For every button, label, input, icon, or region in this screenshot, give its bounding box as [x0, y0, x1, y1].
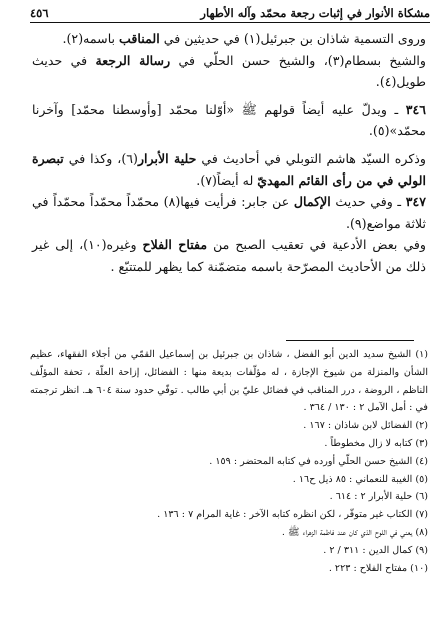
text-run: وفي بعض الأدعية في تعقيب الصبح من: [207, 237, 426, 253]
paragraph-5: [32, 191, 426, 234]
text-run: .: [375, 74, 380, 90]
footnote-ref[interactable]: (٨): [163, 194, 181, 210]
footnote-2: (٢) الفضائل لابن شاذان : ١٦٧ .: [303, 420, 428, 432]
text-run: ـ ويدلّ عليه أيضاً قولهم ﷺ «أوّلنا محمّد [وأوسطنا محمّد] وآخرنا محمّد»: [32, 101, 426, 139]
footnote-ref[interactable]: (١): [243, 31, 261, 46]
footnote-ref[interactable]: (٩): [349, 215, 367, 231]
footnote-ref[interactable]: (٧): [200, 172, 217, 188]
text-run: .: [62, 31, 67, 46]
header-rule: [30, 22, 430, 23]
text-run: ، إلى غير ذلك من الأحاديث المصرّحة باسمه متضمّنة كما يظهر للمتتبّع .: [32, 237, 426, 274]
hadith-number: ٣٤٦: [405, 101, 426, 117]
paragraph-1: [32, 28, 426, 50]
text-run: وغيره: [106, 237, 143, 253]
footnote-7: (٧) الكتاب غير متوفّر ، لكن انظره كتابه الآخر : غاية المرام ٧ : ١٣٦ .: [157, 509, 428, 521]
page-number: ٤٥٦: [30, 6, 49, 20]
text-run: باسمه: [83, 31, 120, 46]
footnotes: [30, 346, 428, 577]
footnote-ref[interactable]: (١٠): [83, 237, 107, 253]
book-title: رسالة الرجعة: [95, 52, 171, 68]
book-title: المناقب: [119, 31, 160, 46]
paragraph-6: [32, 234, 426, 277]
footnote-8: (٨) يعني في اللوح الذي كان عند فاطمة الزهراء ﷺ .: [281, 526, 428, 538]
footnote-6: (٦) حلية الأبرار ٢ : ٦١٤ .: [329, 491, 428, 503]
footnote-separator: [286, 340, 414, 341]
book-title: تبصرة الولي في من رأى القائم المهديّ: [32, 150, 426, 188]
text-run: وروى التسمية شاذان بن جبرئيل: [260, 31, 426, 46]
text-run: .: [368, 123, 373, 139]
book-title: حلية الأبرار: [137, 150, 197, 166]
text-run: .: [196, 172, 201, 188]
hadith-number: ٣٤٧: [405, 194, 426, 210]
footnote-ref[interactable]: (٥): [372, 123, 390, 139]
book-title: الإكمال: [293, 194, 331, 210]
footnote-3: (٣) كتابه لا زال مخطوطاً .: [324, 437, 428, 449]
running-title: مشكاة الأنوار في إثبات رجعة محمّد وآله الأطهار: [200, 6, 430, 20]
book-title: مفتاح الفلاح: [142, 237, 208, 253]
text-run: .: [345, 215, 350, 231]
text-run: وذكره السيّد هاشم التوبلي في أحاديث في: [196, 150, 426, 166]
main-text: [32, 28, 426, 278]
text-run: ـ وفي حديث: [330, 194, 406, 210]
text-run: في حديث طويل: [32, 52, 426, 90]
footnote-ref[interactable]: (٣): [327, 52, 345, 68]
footnote-1: (١) الشيخ سديد الدين أبو الفضل ، شاذان بن جبرئيل بن إسماعيل القمّي من أجلاء الفقهاء، عظيم الشأن والمنزلة من شيوخ الإجازة ، له مؤلّفات بديعة منها : الفضائل، إزاحة العلّة ، تحفة المؤلّف الناظم ، الروضة ، درر المناقب في فضائل عليّ بن أبي طالب . توفّي حدود سنة ٦٠٤ هـ. انظر ترجمته في : أمل الآمل ٢ : ١٣٠ / ٣٦٤ .: [30, 349, 429, 414]
paragraph-4: [32, 148, 426, 191]
footnote-5: (٥) الغيبة للنعماني : ٨٥ ذيل ح١٦ .: [292, 473, 428, 485]
paragraph-2: [32, 50, 426, 93]
footnote-10: (١٠) مفتاح الفلاح : ٢٢٣ .: [328, 562, 428, 574]
footnote-4: (٤) الشيخ حسن الحلّي أورده في كتابه المحتضر : ١٥٩ .: [209, 455, 428, 467]
footnote-ref[interactable]: (٦): [121, 150, 138, 166]
text-run: محمّداً محمّداً محمّداً في ثلاثة مواضع: [32, 194, 426, 231]
text-run: في حديثين في: [159, 31, 244, 46]
footnote-ref[interactable]: (٤): [379, 74, 397, 90]
paragraph-3: [32, 99, 426, 142]
text-run: له أيضاً: [216, 172, 258, 188]
text-run: ، وكذا في: [63, 150, 122, 166]
text-run: ، والشيخ حسن الحلّي في: [170, 52, 328, 68]
footnote-9: (٩) كمال الدين : ٣١١ / ٢ .: [323, 544, 428, 556]
footnote-ref[interactable]: (٢): [66, 31, 84, 46]
text-run: والشيخ بسطام: [344, 52, 427, 68]
text-run: عن جابر: فرأيت فيها: [180, 194, 294, 210]
